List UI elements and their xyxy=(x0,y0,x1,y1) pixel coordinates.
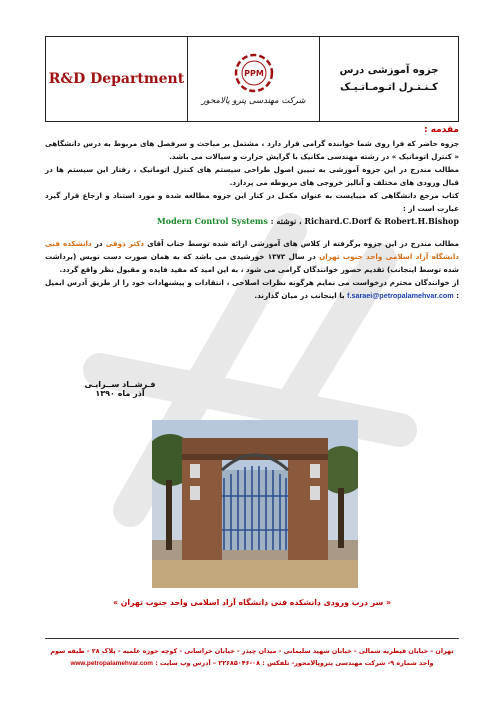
reference-book xyxy=(45,215,459,228)
intro-paragraph-5: از خوانندگان محترم درخواست می نمایم هرگونه نظرات اصلاحی ، انتقادات و پیشنهادات خود را از طریق آدرس ایمیل : f.saraei@petropalamehvar.com با اینجانب در میان گذارند. xyxy=(45,278,459,300)
author-signature xyxy=(75,380,165,398)
footer-address-line-2: واحد شماره ۹- شرکت مهندسی پتروپالامحور- تلفکس : ۰۸-۲۲۶۸۵۰۴۶ – آدرس وب سایت : www.petropalamehvar.com xyxy=(70,659,434,667)
signature-date: آذر ماه ۱۳۹۰ xyxy=(95,389,145,398)
intro-paragraph-2: مطالب مندرج در این جزوه آموزشی به تبیین اصول طراحی سیستم های کنترل اتوماتیک ، رفتار این سیستم ها در قبال ورودی های مختلف و آنالیز خروجی های مربوطه می پردازد. xyxy=(45,165,459,187)
document-header xyxy=(45,36,459,122)
book-separator: : نوشته ، xyxy=(267,216,305,226)
footer-address-line-1: تهران - خیابان قیطریه شمالی - خیابان شهید سلیمانی - میدان چیذر - خیابان خراسانی - کوچه حوزه علمیه - پلاک ۲۸ - طبقه سوم xyxy=(50,647,454,655)
intro-heading: مقدمه : xyxy=(423,125,459,135)
footer-divider xyxy=(45,638,459,639)
intro-paragraph-3: کتاب مرجع دانشگاهی که میبایست به عنوان مکمل در کنار این جزوه مطالعه شده و مورد استناد و ارجاع قرار گیرد عبارت است از : xyxy=(45,191,459,213)
course-title: جزوه آموزشی درس xyxy=(339,65,439,76)
website-link[interactable]: www.petropalamehvar.com xyxy=(70,660,153,667)
course-subtitle: کـنـتـرل اتـومـاتـیـک xyxy=(340,82,438,93)
book-authors: Richard.C.Dorf & Robert.H.Bishop xyxy=(304,216,459,226)
footer-address xyxy=(45,645,459,670)
department-cell xyxy=(46,37,188,121)
company-name: شرکت مهندسی پترو پالامحور xyxy=(201,96,306,106)
faculty-entrance-photo xyxy=(152,420,358,588)
company-logo-cell xyxy=(188,37,320,121)
photo-caption: « سر درب ورودی دانشکده فنی دانشگاه آزاد اسلامی واحد جنوب تهران » xyxy=(113,598,391,607)
intro-paragraph-4: مطالب مندرج در این جزوه برگرفته از کلاس های آموزشی ارائه شده توسط جناب آقای دکتر ذوقی در دانشکده فنی دانشگاه آزاد اسلامی واحد جنوب تهران در سال ۱۳۷۳ خورشیدی می باشد که به همان صورت دست نویس (برداشت شده توسط اینجانب) تقدیم حضور خوانندگان گرامی می شود ، به این امید که مفید فایده و مقبول نظر واقع گردد. xyxy=(45,239,460,274)
author-name: فـرشــاد ســرایـی xyxy=(84,380,156,389)
ppm-logo-icon xyxy=(233,52,275,94)
intro-paragraph-1: جزوه حاضر که فرا روی شما خواننده گرامی قرار دارد ، مشتمل بر مباحث و سرفصل های مربوط به درس دانشگاهی « کنترل اتوماتیک » در رشته مهندسی مکانیک با گرایش حرارت و سیالات می باشد. xyxy=(45,139,459,161)
department-label: R&D Department xyxy=(48,71,185,87)
book-title: Modern Control Systems xyxy=(156,216,268,226)
svg-text:PPM: PPM xyxy=(243,69,264,78)
professor-name: دکتر ذوقی xyxy=(105,239,145,248)
author-email-link[interactable]: f.saraei@petropalamehvar.com xyxy=(347,291,454,300)
course-cell xyxy=(320,37,458,121)
introduction-section xyxy=(45,124,459,302)
university-name: دانشکده فنی دانشگاه آزاد اسلامی واحد جنوب تهران xyxy=(45,239,459,261)
